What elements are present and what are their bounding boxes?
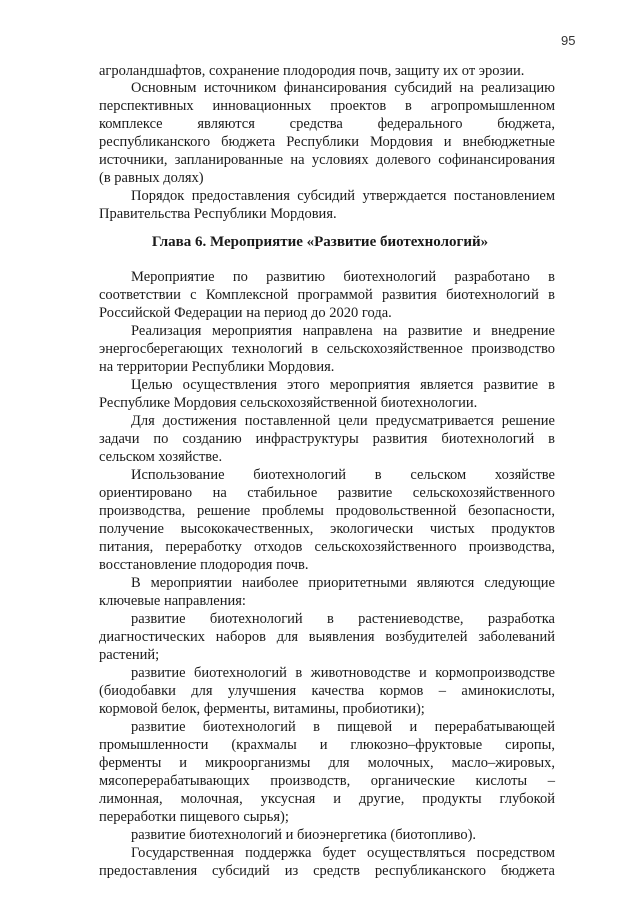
text-line: ферменты и микроорганизмы для молочных, масло–жировых,	[99, 755, 555, 771]
text-line: развитие биотехнологий в растениеводстве, разработка	[131, 611, 555, 627]
text-line: энергосберегающих технологий в сельскохозяйственное производство	[99, 341, 555, 357]
text-line: республиканского бюджета Республики Мордовия и внебюджетные	[99, 134, 555, 150]
text-line: Реализация мероприятия направлена на развитие и внедрение	[131, 323, 555, 339]
text-line: производства, решение проблемы продовольственной безопасности,	[99, 503, 555, 519]
text-line: Правительства Республики Мордовия.	[99, 206, 337, 222]
text-line: предоставления субсидий из средств республиканского бюджета	[99, 863, 555, 879]
text-line: Республике Мордовия сельскохозяйственной биотехнологии.	[99, 395, 478, 411]
text-line: (биодобавки для улучшения качества кормов – аминокислоты,	[99, 683, 555, 699]
text-line: на территории Республики Мордовия.	[99, 359, 335, 375]
text-line: Порядок предоставления субсидий утверждается постановлением	[131, 188, 555, 204]
text-line: питания, переработку отходов сельскохозяйственного производства,	[99, 539, 555, 555]
page-number: 95	[561, 33, 576, 48]
text-line: Российской Федерации на период до 2020 года.	[99, 305, 392, 321]
text-line: В мероприятии наиболее приоритетными являются следующие	[131, 575, 555, 591]
text-line: задачи по созданию инфраструктуры развития биотехнологий в	[99, 431, 555, 447]
text-line: Целью осуществления этого мероприятия является развитие в	[131, 377, 555, 393]
text-line: Основным источником финансирования субсидий на реализацию	[131, 80, 555, 96]
text-line: ключевые направления:	[99, 593, 246, 609]
text-line: комплексе являются средства федерального бюджета,	[99, 116, 555, 132]
text-line: агроландшафтов, сохранение плодородия почв, защиту их от эрозии.	[99, 63, 525, 79]
text-line: лимонная, молочная, уксусная и другие, продукты глубокой	[99, 791, 555, 807]
text-line: кормовой белок, ферменты, витамины, пробиотики);	[99, 701, 425, 717]
text-line: (в равных долях)	[99, 170, 204, 186]
text-line: получение высококачественных, экологически чистых продуктов	[99, 521, 555, 537]
text-line: развитие биотехнологий и биоэнергетика (биотопливо).	[131, 827, 477, 843]
text-line: переработки пищевого сырья);	[99, 809, 289, 825]
text-line: развитие биотехнологий в животноводстве и кормопроизводстве	[131, 665, 555, 681]
text-line: диагностических наборов для выявления возбудителей заболеваний	[99, 629, 555, 645]
text-line: Использование биотехнологий в сельском хозяйстве	[131, 467, 555, 483]
text-line: сельском хозяйстве.	[99, 449, 223, 465]
text-line: Для достижения поставленной цели предусматривается решение	[131, 413, 555, 429]
text-line: Государственная поддержка будет осуществляться посредством	[131, 845, 555, 861]
text-line: мясоперерабатывающих производств, органические кислоты –	[99, 773, 555, 789]
text-line: развитие биотехнологий в пищевой и перерабатывающей	[131, 719, 555, 735]
text-line: промышленности (крахмалы и глюкозно–фруктовые сиропы,	[99, 737, 555, 753]
text-line: соответствии с Комплексной программой развития биотехнологий в	[99, 287, 555, 303]
chapter-heading: Глава 6. Мероприятие «Развитие биотехнологий»	[151, 234, 489, 250]
text-line: ориентировано на стабильное развитие сельскохозяйственного	[99, 485, 555, 501]
text-line: растений;	[99, 647, 160, 663]
text-line: Мероприятие по развитию биотехнологий разработано в	[131, 269, 555, 285]
text-line: источники, запланированные на условиях долевого софинансирования	[99, 152, 555, 168]
text-line: восстановление плодородия почв.	[99, 557, 309, 573]
text-line: перспективных инновационных проектов в агропромышленном	[99, 98, 555, 114]
